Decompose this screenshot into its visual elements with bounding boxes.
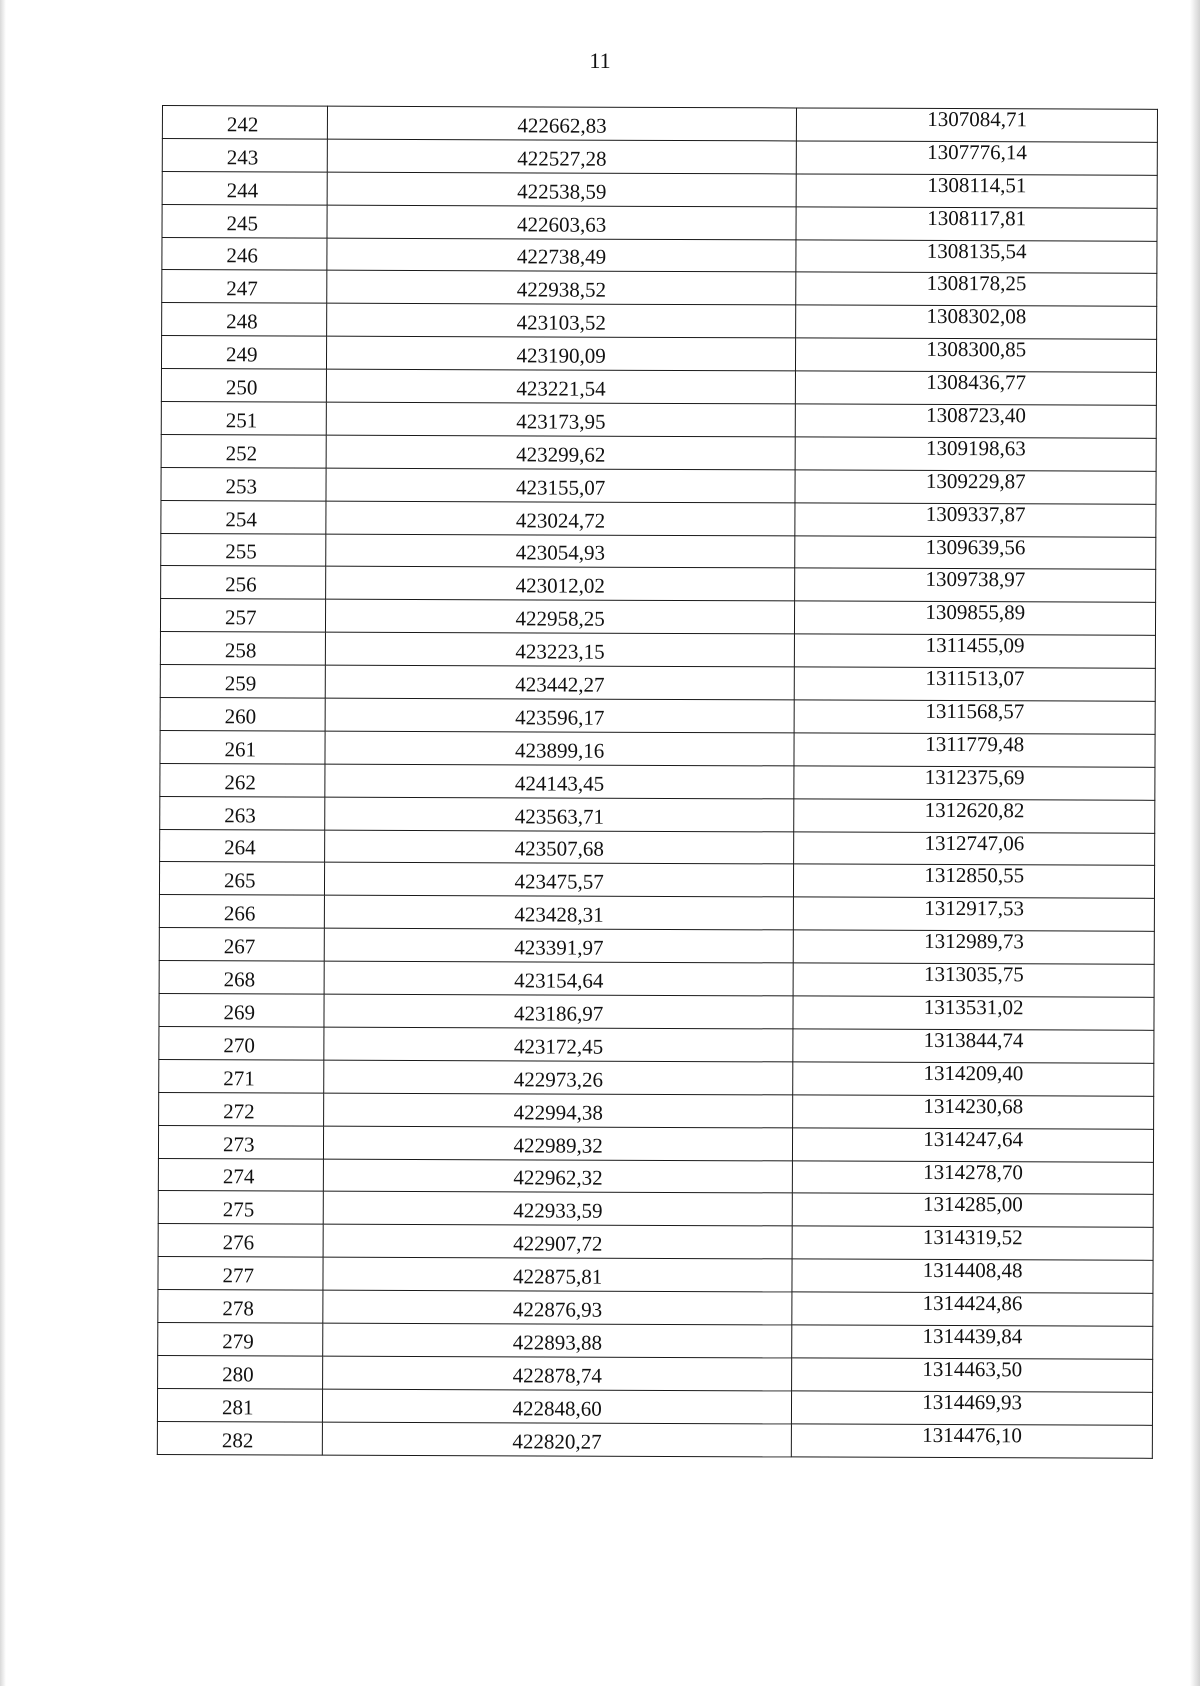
- y-coordinate-cell: 1313035,75: [793, 963, 1154, 997]
- scan-edge-right: [1190, 0, 1200, 1686]
- table-row: [160, 698, 1155, 735]
- point-number-cell: 251: [161, 402, 326, 436]
- y-coordinate-cell: 1311568,57: [794, 700, 1155, 734]
- point-number-cell: 248: [162, 303, 327, 337]
- x-coordinate-cell: 423103,52: [327, 303, 797, 338]
- table-row: [161, 566, 1156, 603]
- table-row: [159, 1026, 1154, 1063]
- point-number-cell: 246: [162, 237, 327, 271]
- y-coordinate-cell: 1314319,52: [792, 1226, 1153, 1260]
- x-coordinate-cell: 423155,07: [326, 468, 796, 503]
- table-row: [162, 237, 1157, 274]
- x-coordinate-cell: 423475,57: [324, 863, 794, 898]
- coordinates-table: [157, 105, 1158, 1458]
- table-row: [158, 1125, 1153, 1162]
- table-row: [160, 763, 1155, 800]
- point-number-cell: 269: [159, 994, 324, 1028]
- y-coordinate-cell: 1309337,87: [795, 503, 1156, 537]
- point-number-cell: 271: [159, 1059, 324, 1093]
- table-row: [160, 796, 1155, 833]
- x-coordinate-cell: 422989,32: [323, 1126, 793, 1161]
- x-coordinate-cell: 424143,45: [325, 764, 795, 799]
- x-coordinate-cell: 423596,17: [325, 698, 795, 733]
- x-coordinate-cell: 422938,52: [327, 271, 797, 306]
- point-number-cell: 253: [161, 467, 326, 501]
- table-row: [159, 928, 1154, 965]
- y-coordinate-cell: 1308302,08: [796, 305, 1157, 339]
- x-coordinate-cell: 422893,88: [323, 1323, 793, 1358]
- point-number-cell: 264: [160, 829, 325, 863]
- y-coordinate-cell: 1312850,55: [794, 864, 1155, 898]
- coordinates-table-body: [157, 106, 1157, 1458]
- y-coordinate-cell: 1309738,97: [795, 568, 1156, 602]
- table-row: [158, 1290, 1153, 1327]
- table-row: [157, 1388, 1152, 1425]
- x-coordinate-cell: 422878,74: [322, 1356, 792, 1391]
- point-number-cell: 268: [159, 961, 324, 995]
- table-row: [160, 599, 1155, 636]
- x-coordinate-cell: 423428,31: [324, 896, 794, 931]
- x-coordinate-cell: 422907,72: [323, 1224, 793, 1259]
- x-coordinate-cell: 423186,97: [324, 994, 794, 1029]
- table-row: [158, 1191, 1153, 1228]
- x-coordinate-cell: 422848,60: [322, 1389, 792, 1424]
- x-coordinate-cell: 423221,54: [326, 369, 796, 404]
- x-coordinate-cell: 422662,83: [327, 106, 797, 141]
- table-row: [161, 533, 1156, 570]
- point-number-cell: 260: [160, 698, 325, 732]
- y-coordinate-cell: 1312375,69: [794, 766, 1155, 800]
- y-coordinate-cell: 1308114,51: [796, 174, 1157, 208]
- y-coordinate-cell: 1308436,77: [796, 371, 1157, 405]
- y-coordinate-cell: 1313531,02: [793, 996, 1154, 1030]
- table-row: [162, 204, 1157, 241]
- x-coordinate-cell: 423899,16: [325, 731, 795, 766]
- y-coordinate-cell: 1313844,74: [793, 1029, 1154, 1063]
- x-coordinate-cell: 422738,49: [327, 238, 797, 273]
- point-number-cell: 270: [159, 1026, 324, 1060]
- y-coordinate-cell: 1311513,07: [795, 667, 1156, 701]
- x-coordinate-cell: 423024,72: [326, 501, 796, 536]
- point-number-cell: 272: [159, 1092, 324, 1126]
- point-number-cell: 263: [160, 796, 325, 830]
- y-coordinate-cell: 1312989,73: [794, 930, 1155, 964]
- point-number-cell: 245: [162, 204, 327, 238]
- point-number-cell: 242: [162, 106, 327, 140]
- table-row: [162, 138, 1157, 175]
- y-coordinate-cell: 1307776,14: [797, 141, 1158, 175]
- y-coordinate-cell: 1314209,40: [793, 1062, 1154, 1096]
- y-coordinate-cell: 1312747,06: [794, 832, 1155, 866]
- point-number-cell: 266: [159, 895, 324, 929]
- point-number-cell: 280: [158, 1355, 323, 1389]
- table-row: [159, 862, 1154, 899]
- table-row: [159, 961, 1154, 998]
- x-coordinate-cell: 422527,28: [327, 139, 797, 174]
- table-row: [159, 1059, 1154, 1096]
- table-row: [161, 434, 1156, 471]
- y-coordinate-cell: 1314476,10: [792, 1424, 1153, 1458]
- x-coordinate-cell: 423190,09: [326, 336, 796, 371]
- y-coordinate-cell: 1314278,70: [793, 1160, 1154, 1194]
- point-number-cell: 250: [161, 369, 326, 403]
- x-coordinate-cell: 423223,15: [325, 632, 795, 667]
- table-row: [162, 303, 1157, 340]
- point-number-cell: 252: [161, 434, 326, 468]
- y-coordinate-cell: 1309855,89: [795, 601, 1156, 635]
- y-coordinate-cell: 1311779,48: [794, 733, 1155, 767]
- table-row: [159, 994, 1154, 1031]
- point-number-cell: 254: [161, 500, 326, 534]
- table-row: [157, 1421, 1152, 1458]
- point-number-cell: 279: [158, 1322, 323, 1356]
- x-coordinate-cell: 423172,45: [324, 1027, 794, 1062]
- y-coordinate-cell: 1312917,53: [794, 897, 1155, 931]
- table-row: [159, 1092, 1154, 1129]
- y-coordinate-cell: 1309229,87: [795, 470, 1156, 504]
- y-coordinate-cell: 1309639,56: [795, 536, 1156, 570]
- point-number-cell: 255: [161, 533, 326, 567]
- table-row: [160, 632, 1155, 669]
- point-number-cell: 261: [160, 730, 325, 764]
- table-row: [160, 829, 1155, 866]
- table-row: [159, 895, 1154, 932]
- x-coordinate-cell: 422875,81: [323, 1257, 793, 1292]
- y-coordinate-cell: 1314469,93: [792, 1391, 1153, 1425]
- y-coordinate-cell: 1314424,86: [792, 1292, 1153, 1326]
- table-row: [161, 336, 1156, 373]
- point-number-cell: 278: [158, 1290, 323, 1324]
- table-row: [162, 171, 1157, 208]
- y-coordinate-cell: 1314285,00: [793, 1193, 1154, 1227]
- x-coordinate-cell: 422958,25: [325, 599, 795, 634]
- point-number-cell: 259: [160, 665, 325, 699]
- point-number-cell: 273: [158, 1125, 323, 1159]
- table-row: [161, 402, 1156, 439]
- x-coordinate-cell: 422994,38: [323, 1093, 793, 1128]
- y-coordinate-cell: 1314408,48: [792, 1259, 1153, 1293]
- point-number-cell: 277: [158, 1257, 323, 1291]
- y-coordinate-cell: 1314463,50: [792, 1358, 1153, 1392]
- table-row: [160, 665, 1155, 702]
- point-number-cell: 247: [162, 270, 327, 304]
- table-row: [158, 1158, 1153, 1195]
- x-coordinate-cell: 423442,27: [325, 665, 795, 700]
- point-number-cell: 274: [158, 1158, 323, 1192]
- y-coordinate-cell: 1308178,25: [796, 272, 1157, 306]
- y-coordinate-cell: 1308300,85: [796, 338, 1157, 372]
- y-coordinate-cell: 1312620,82: [794, 799, 1155, 833]
- x-coordinate-cell: 423391,97: [324, 928, 794, 963]
- y-coordinate-cell: 1311455,09: [795, 634, 1156, 668]
- point-number-cell: 257: [160, 599, 325, 633]
- point-number-cell: 267: [159, 928, 324, 962]
- scan-edge-left: [0, 0, 6, 1686]
- table-row: [160, 730, 1155, 767]
- table-row: [158, 1224, 1153, 1261]
- x-coordinate-cell: 422962,32: [323, 1159, 793, 1194]
- point-number-cell: 276: [158, 1224, 323, 1258]
- y-coordinate-cell: 1309198,63: [795, 437, 1156, 471]
- point-number-cell: 243: [162, 138, 327, 172]
- table-row: [158, 1257, 1153, 1294]
- x-coordinate-cell: 422538,59: [327, 172, 797, 207]
- table-row: [161, 467, 1156, 504]
- x-coordinate-cell: 422820,27: [322, 1422, 792, 1457]
- point-number-cell: 275: [158, 1191, 323, 1225]
- x-coordinate-cell: 422973,26: [324, 1060, 794, 1095]
- point-number-cell: 258: [160, 632, 325, 666]
- table-row: [158, 1322, 1153, 1359]
- point-number-cell: 282: [157, 1421, 322, 1455]
- page-number: 11: [589, 48, 611, 73]
- table-row: [158, 1355, 1153, 1392]
- point-number-cell: 262: [160, 763, 325, 797]
- table-row: [162, 106, 1157, 143]
- table-row: [161, 500, 1156, 537]
- x-coordinate-cell: 422603,63: [327, 205, 797, 240]
- x-coordinate-cell: 423012,02: [325, 567, 795, 602]
- y-coordinate-cell: 1314247,64: [793, 1128, 1154, 1162]
- y-coordinate-cell: 1314230,68: [793, 1095, 1154, 1129]
- x-coordinate-cell: 422933,59: [323, 1192, 793, 1227]
- x-coordinate-cell: 423299,62: [326, 435, 796, 470]
- x-coordinate-cell: 423054,93: [326, 534, 796, 569]
- y-coordinate-cell: 1308117,81: [796, 207, 1157, 241]
- y-coordinate-cell: 1308723,40: [796, 404, 1157, 438]
- x-coordinate-cell: 422876,93: [323, 1290, 793, 1325]
- y-coordinate-cell: 1314439,84: [792, 1325, 1153, 1359]
- x-coordinate-cell: 423563,71: [325, 797, 795, 832]
- table-row: [161, 369, 1156, 406]
- x-coordinate-cell: 423173,95: [326, 402, 796, 437]
- x-coordinate-cell: 423507,68: [324, 830, 794, 865]
- y-coordinate-cell: 1307084,71: [797, 108, 1158, 142]
- table-row: [162, 270, 1157, 307]
- point-number-cell: 244: [162, 171, 327, 205]
- point-number-cell: 256: [161, 566, 326, 600]
- point-number-cell: 281: [157, 1388, 322, 1422]
- point-number-cell: 265: [159, 862, 324, 896]
- x-coordinate-cell: 423154,64: [324, 961, 794, 996]
- point-number-cell: 249: [161, 336, 326, 370]
- y-coordinate-cell: 1308135,54: [796, 239, 1157, 273]
